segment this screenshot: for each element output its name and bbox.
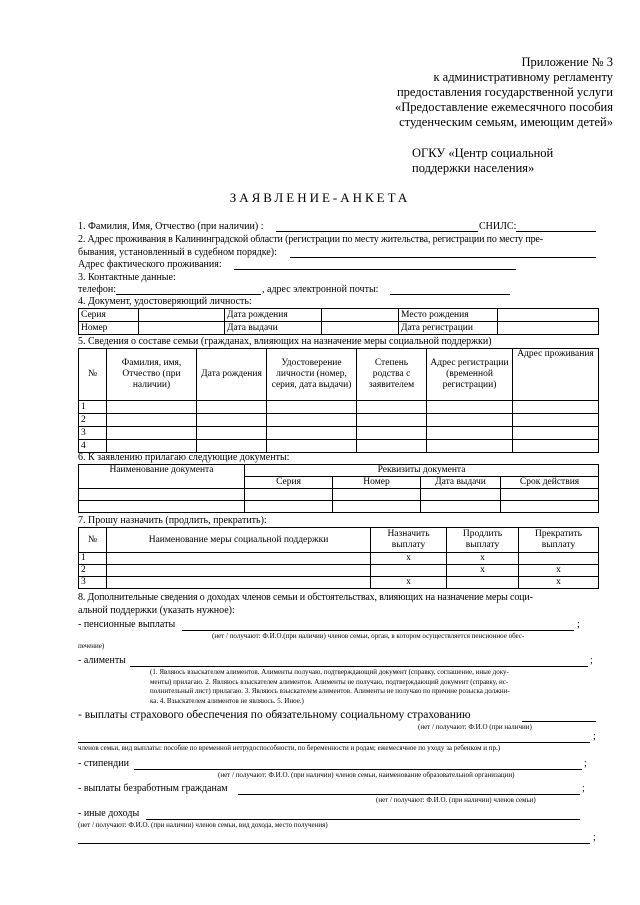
stipend-label: - стипендии	[78, 758, 129, 769]
doc-col-number: Номер	[333, 477, 421, 489]
family-cell[interactable]	[107, 440, 197, 453]
alimony-note-line: полнительный лист) прилагаю. 3. Являюсь взыскателем алиментов. Алименты не получаю по причине розыска должни-	[150, 687, 510, 695]
family-cell[interactable]	[267, 427, 357, 440]
insurance-semicolon: ;	[593, 731, 596, 742]
id-number-cell[interactable]	[139, 322, 225, 335]
other-income-field[interactable]	[146, 819, 580, 820]
doc-cell[interactable]	[333, 501, 421, 513]
table-row	[79, 553, 599, 565]
measure-col-stop: Прекратить выплату	[519, 528, 599, 553]
documents-table	[78, 464, 599, 513]
unemployment-semicolon: ;	[582, 783, 585, 794]
s6-label: 6. К заявлению прилагаю следующие документы:	[78, 452, 290, 463]
extend-checkbox[interactable]: x	[447, 553, 519, 565]
s3-label: 3. Контактные данные:	[78, 272, 176, 283]
family-cell[interactable]	[427, 414, 513, 427]
unemployment-field[interactable]	[238, 794, 580, 795]
alimony-note-line: менты) прилагаю. 2. Являюсь взыскателем алиментов. Алименты не получаю, подтверждающий документ (справку, ис-	[150, 677, 509, 686]
family-col-id: Удостоверение личности (номер, серия, дата выдачи)	[267, 349, 357, 401]
stipend-note: (нет / получают: Ф.И.О. (при наличии) членов семьи, наименование образовательной организации)	[218, 771, 515, 779]
family-cell[interactable]	[427, 427, 513, 440]
phone-label: телефон:	[78, 284, 116, 295]
measures-table	[78, 527, 599, 589]
identity-document-table	[78, 308, 599, 335]
family-cell[interactable]	[427, 440, 513, 453]
measure-name-cell[interactable]	[107, 565, 371, 577]
extend-checkbox[interactable]: x	[447, 565, 519, 577]
doc-cell[interactable]	[421, 489, 501, 501]
alimony-note-line: ка. 4. Взыскателем алиментов не являюсь. 5. Иное.)	[150, 696, 304, 705]
doc-cell[interactable]	[421, 501, 501, 513]
family-col-relation: Степень родства с заявителем	[357, 349, 427, 401]
table-row	[79, 414, 599, 427]
s5-label: 5. Сведения о составе семьи (гражданах, влияющих на назначение меры социальной поддержки)	[78, 336, 492, 347]
family-cell[interactable]	[357, 440, 427, 453]
alimony-semicolon: ;	[590, 655, 593, 666]
table-row	[79, 401, 599, 414]
s7-label: 7. Прошу назначить (продлить, прекратить):	[78, 515, 267, 526]
assign-checkbox[interactable]: x	[371, 553, 447, 565]
doc-cell[interactable]	[79, 489, 245, 501]
family-cell[interactable]	[513, 414, 599, 427]
insurance-note: (нет / получают: Ф.И.О (при наличии)	[418, 723, 532, 731]
family-cell[interactable]	[357, 401, 427, 414]
email-label: , адрес электронной почты:	[262, 284, 379, 295]
family-cell[interactable]	[197, 414, 267, 427]
id-series-cell[interactable]	[139, 309, 225, 322]
s2-line1: 2. Адрес проживания в Калининградской области (регистрации по месту жительства, регистрации по месту пре-	[78, 234, 543, 245]
other-income-field-cont[interactable]	[78, 843, 590, 844]
id-birth-place-label: Место рождения	[399, 309, 498, 322]
row-number: 2	[79, 414, 107, 427]
document-title: ЗАЯВЛЕНИЕ-АНКЕТА	[229, 190, 411, 205]
alimony-label: - алименты	[78, 655, 126, 666]
pension-semicolon: ;	[577, 619, 580, 630]
org-line: поддержки населения»	[412, 161, 535, 175]
s8-line2: альной поддержки (указать нужное):	[78, 605, 235, 616]
family-cell[interactable]	[513, 427, 599, 440]
family-cell[interactable]	[107, 401, 197, 414]
snils-label: СНИЛС:	[479, 221, 517, 232]
alimony-note	[150, 668, 600, 706]
s1-row	[78, 221, 263, 232]
header-line: предоставления государственной услуги	[396, 85, 613, 99]
measure-name-cell[interactable]	[107, 553, 371, 565]
family-cell[interactable]	[267, 414, 357, 427]
row-number: 3	[79, 427, 107, 440]
s2-line2: бывания, установленный в судебном порядке):	[78, 247, 277, 258]
family-col-address: Адрес проживания	[513, 349, 599, 401]
stop-checkbox[interactable]: x	[519, 565, 599, 577]
id-birth-date-cell[interactable]	[322, 309, 399, 322]
row-number: 4	[79, 440, 107, 453]
family-cell[interactable]	[197, 401, 267, 414]
family-cell[interactable]	[427, 401, 513, 414]
insurance-field[interactable]	[78, 742, 590, 743]
pension-note-cont: печение)	[78, 642, 105, 650]
measure-col-num: №	[79, 528, 107, 553]
table-row	[79, 440, 599, 453]
stipend-semicolon: ;	[584, 758, 587, 769]
doc-cell[interactable]	[333, 489, 421, 501]
header-line: Приложение № 3	[521, 55, 613, 69]
registration-address-field[interactable]	[290, 257, 596, 258]
family-cell[interactable]	[197, 440, 267, 453]
family-col-fio: Фамилия, имя, Отчество (при наличии)	[107, 349, 197, 401]
id-reg-date-label: Дата регистрации	[399, 322, 498, 335]
unemployment-note: (нет / получают: Ф.И.О. (при наличии) членов семьи)	[376, 796, 536, 804]
assign-checkbox[interactable]	[371, 565, 447, 577]
pension-note: (нет / получают: Ф.И.О.(при наличии) членов семьи, орган, в котором осуществляется пенсионное обес-	[212, 632, 525, 640]
assign-checkbox[interactable]: x	[371, 577, 447, 589]
header-line: к административному регламенту	[433, 70, 613, 84]
doc-col-validity: Срок действия	[501, 477, 599, 489]
row-number: 1	[79, 553, 107, 565]
family-cell[interactable]	[267, 401, 357, 414]
alimony-note-line: (1. Являюсь взыскателем алиментов. Алименты получаю, подтверждающий документ (справку, соглашение, иные доку-	[150, 668, 509, 676]
doc-cell[interactable]	[79, 501, 245, 513]
pension-field[interactable]	[182, 630, 574, 631]
doc-col-series: Серия	[245, 477, 333, 489]
family-cell[interactable]	[357, 427, 427, 440]
family-col-reg-address: Адрес регистрации (временной регистрации)	[427, 349, 513, 401]
family-table	[78, 348, 599, 453]
id-reg-date-cell[interactable]	[498, 322, 599, 335]
family-col-num: №	[79, 349, 107, 401]
id-issue-date-cell[interactable]	[322, 322, 399, 335]
table-row	[79, 489, 599, 501]
organization-block	[412, 146, 553, 176]
s1-label: 1. Фамилия, Имя, Отчество (при наличии) :	[78, 221, 264, 232]
doc-requisites-header: Реквизиты документа	[245, 465, 599, 477]
family-cell[interactable]	[357, 414, 427, 427]
header-line: «Предоставление ежемесячного пособия	[394, 100, 613, 114]
family-cell[interactable]	[107, 414, 197, 427]
header-line: студенческим семьям, имеющим детей»	[399, 115, 613, 129]
other-income-label: - иные доходы	[78, 808, 140, 819]
id-issue-date-label: Дата выдачи	[225, 322, 322, 335]
doc-col-issue-date: Дата выдачи	[421, 477, 501, 489]
insurance-label: - выплаты страхового обеспечения по обязательному социальному страхованию	[78, 709, 471, 721]
doc-cell[interactable]	[501, 489, 599, 501]
measure-col-extend: Продлить выплату	[447, 528, 519, 553]
pension-label: - пенсионные выплаты	[78, 619, 176, 630]
id-birth-place-cell[interactable]	[498, 309, 599, 322]
fio-field[interactable]	[276, 231, 478, 232]
insurance-field-top[interactable]	[522, 721, 596, 722]
doc-cell[interactable]	[501, 501, 599, 513]
s8-line1: 8. Дополнительные сведения о доходах членов семьи и обстоятельствах, влияющих на назначение меры соци-	[78, 592, 533, 603]
family-col-birth: Дата рождения	[197, 349, 267, 401]
row-number: 1	[79, 401, 107, 414]
snils-field[interactable]	[516, 231, 596, 232]
table-row	[79, 577, 599, 589]
family-cell[interactable]	[107, 427, 197, 440]
measure-col-name: Наименование меры социальной поддержки	[107, 528, 371, 553]
id-series-label: Серия	[79, 309, 139, 322]
s4-label: 4. Документ, удостоверяющий личность:	[78, 296, 252, 307]
actual-address-field[interactable]	[234, 269, 516, 270]
stipend-field[interactable]	[134, 769, 582, 770]
stop-checkbox[interactable]	[519, 553, 599, 565]
measure-col-assign: Назначить выплату	[371, 528, 447, 553]
doc-name-header: Наименование документа	[79, 465, 245, 489]
family-cell[interactable]	[267, 440, 357, 453]
other-income-note: (нет / получают: Ф.И.О. (при наличии) членов семьи, вид дохода, место получения)	[78, 821, 328, 829]
stop-checkbox[interactable]: x	[519, 577, 599, 589]
table-row	[79, 427, 599, 440]
doc-cell[interactable]	[245, 489, 333, 501]
insurance-note-cont: членов семьи, вид выплаты: пособие по временной нетрудоспособности, по беременности и родам; ежемесячное по уходу за ребенком и пр.)	[78, 744, 501, 752]
org-line: ОГКУ «Центр социальной	[412, 146, 554, 160]
measure-name-cell[interactable]	[107, 577, 371, 589]
appendix-header	[293, 55, 613, 130]
id-birth-date-label: Дата рождения	[225, 309, 322, 322]
actual-address-label: Адрес фактического проживания:	[78, 259, 222, 270]
table-row	[79, 565, 599, 577]
row-number: 3	[79, 577, 107, 589]
alimony-field[interactable]	[130, 666, 588, 667]
phone-field[interactable]	[116, 294, 261, 295]
id-number-label: Номер	[79, 322, 139, 335]
unemployment-label: - выплаты безработным гражданам	[78, 783, 228, 794]
family-cell[interactable]	[513, 401, 599, 414]
email-field[interactable]	[390, 294, 510, 295]
other-income-semicolon: ;	[593, 832, 596, 843]
doc-cell[interactable]	[245, 501, 333, 513]
row-number: 2	[79, 565, 107, 577]
family-cell[interactable]	[197, 427, 267, 440]
extend-checkbox[interactable]	[447, 577, 519, 589]
table-row	[79, 501, 599, 513]
family-cell[interactable]	[513, 440, 599, 453]
